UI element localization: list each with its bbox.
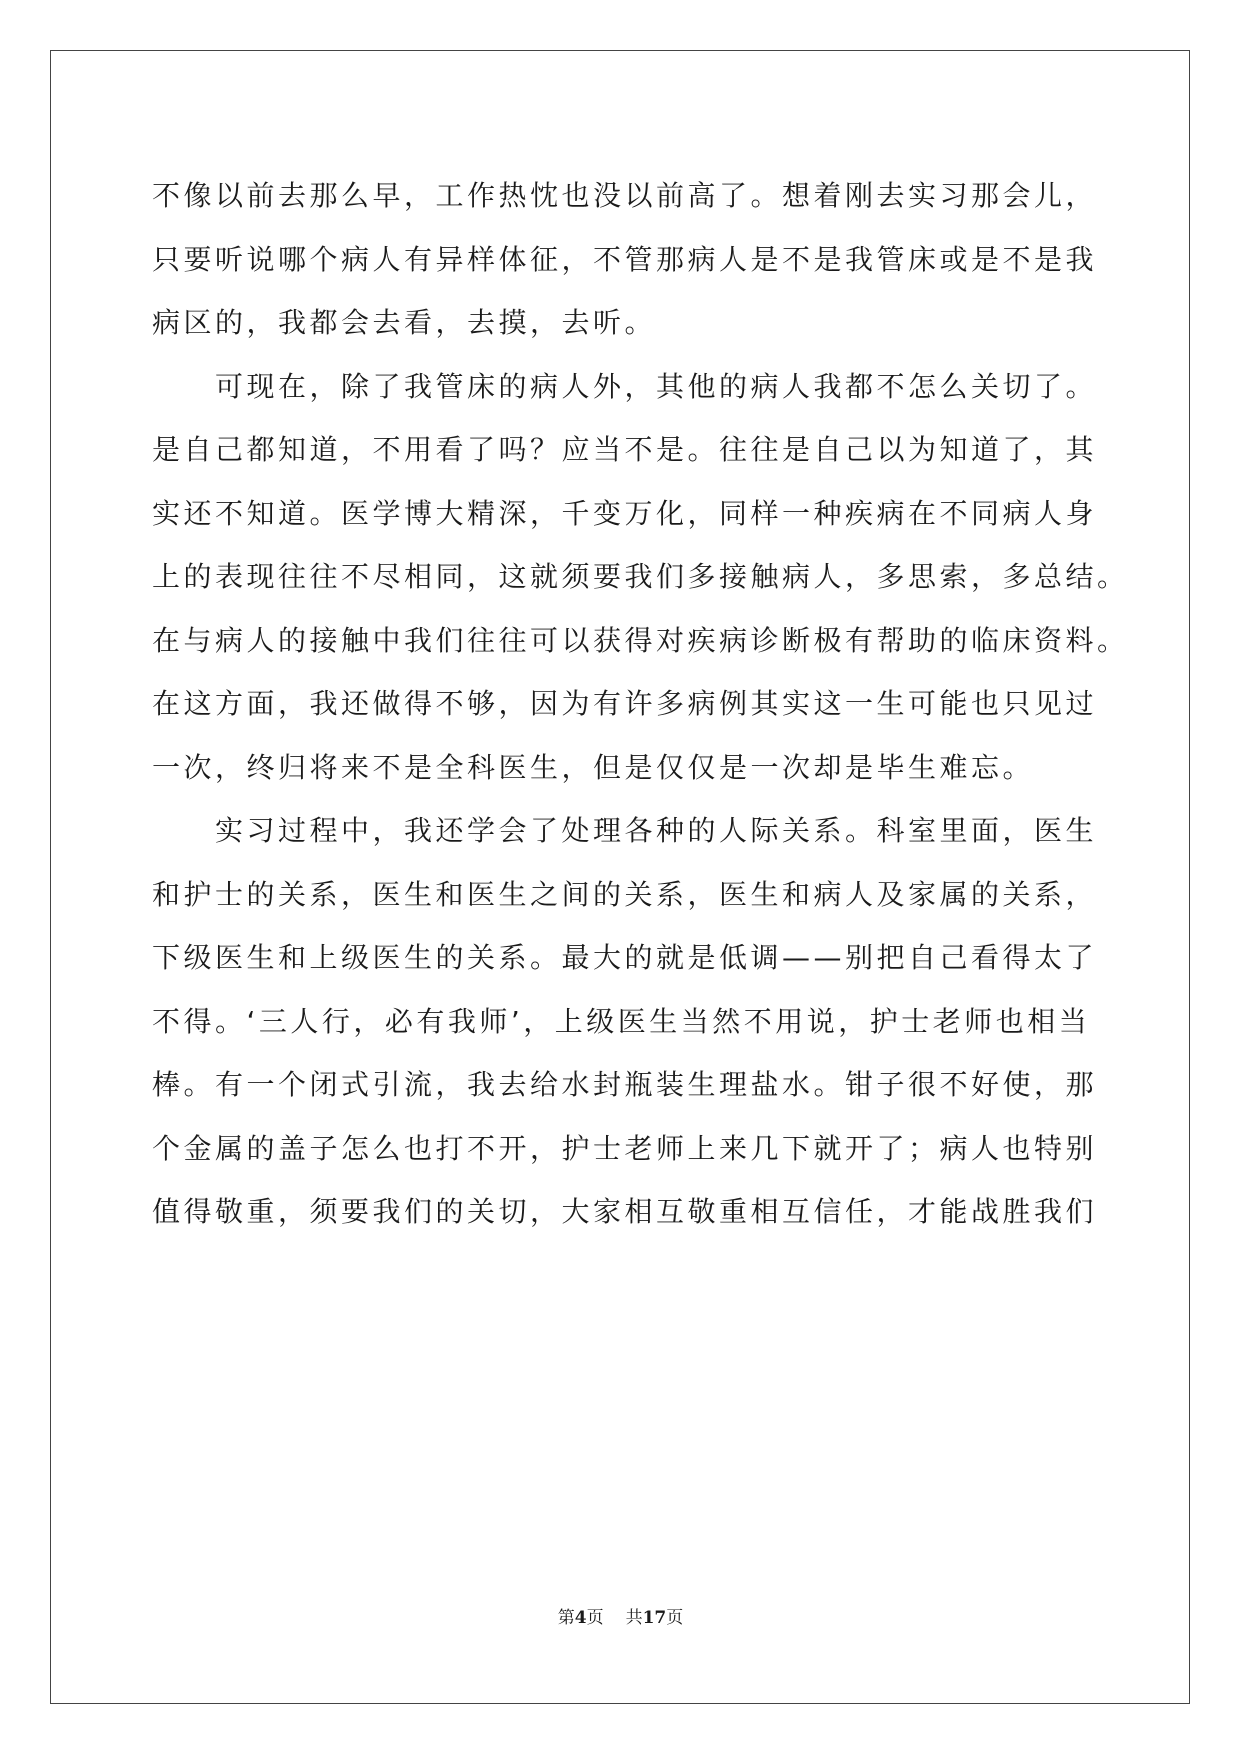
total-suffix: 页 bbox=[666, 1608, 684, 1628]
text-line: 棒。有一个闭式引流，我去给水封瓶装生理盐水。钳子很不好使，那 bbox=[152, 1068, 1098, 1101]
text-line: 上的表现往往不尽相同，这就须要我们多接触病人，多思索，多总结。 bbox=[152, 560, 1129, 593]
text-line: 下级医生和上级医生的关系。最大的就是低调——别把自己看得太了 bbox=[152, 941, 1098, 974]
text-line: 一次，终归将来不是全科医生，但是仅仅是一次却是毕生难忘。 bbox=[152, 750, 1035, 784]
text-line: 只要听说哪个病人有异样体征，不管那病人是不是我管床或是不是我 bbox=[152, 242, 1098, 276]
page-number: 4 bbox=[574, 1608, 587, 1628]
text-line: 个金属的盖子怎么也打不开，护士老师上来几下就开了；病人也特别 bbox=[152, 1131, 1098, 1165]
paragraph-start-line: 实习过程中，我还学会了处理各种的人际关系。科室里面，医生 bbox=[215, 814, 1098, 847]
text-line: 在与病人的接触中我们往往可以获得对疾病诊断极有帮助的临床资料。 bbox=[152, 623, 1129, 657]
page-prefix: 第 bbox=[557, 1608, 575, 1628]
page-suffix: 页 bbox=[586, 1608, 604, 1628]
text-line: 是自己都知道，不用看了吗？应当不是。往往是自己以为知道了，其 bbox=[152, 433, 1098, 466]
total-prefix: 共 bbox=[625, 1608, 643, 1628]
total-pages: 17 bbox=[642, 1608, 667, 1628]
document-body bbox=[152, 164, 1129, 1244]
text-line: 和护士的关系，医生和医生之间的关系，医生和病人及家属的关系， bbox=[152, 877, 1098, 911]
text-line: 值得敬重，须要我们的关切，大家相互敬重相互信任，才能战胜我们 bbox=[152, 1195, 1098, 1228]
text-line: 不得。‘三人行，必有我师’，上级医生当然不用说，护士老师也相当 bbox=[152, 1004, 1091, 1038]
paragraph-start-line: 可现在，除了我管床的病人外，其他的病人我都不怎么关切了。 bbox=[215, 369, 1098, 403]
text-line: 实还不知道。医学博大精深，千变万化，同样一种疾病在不同病人身 bbox=[152, 496, 1098, 530]
page-footer bbox=[0, 1603, 1241, 1628]
text-line: 病区的，我都会去看，去摸，去听。 bbox=[152, 306, 657, 339]
text-line: 不像以前去那么早，工作热忱也没以前高了。想着刚去实习那会儿， bbox=[152, 179, 1098, 212]
text-line: 在这方面，我还做得不够，因为有许多病例其实这一生可能也只见过 bbox=[152, 687, 1098, 720]
